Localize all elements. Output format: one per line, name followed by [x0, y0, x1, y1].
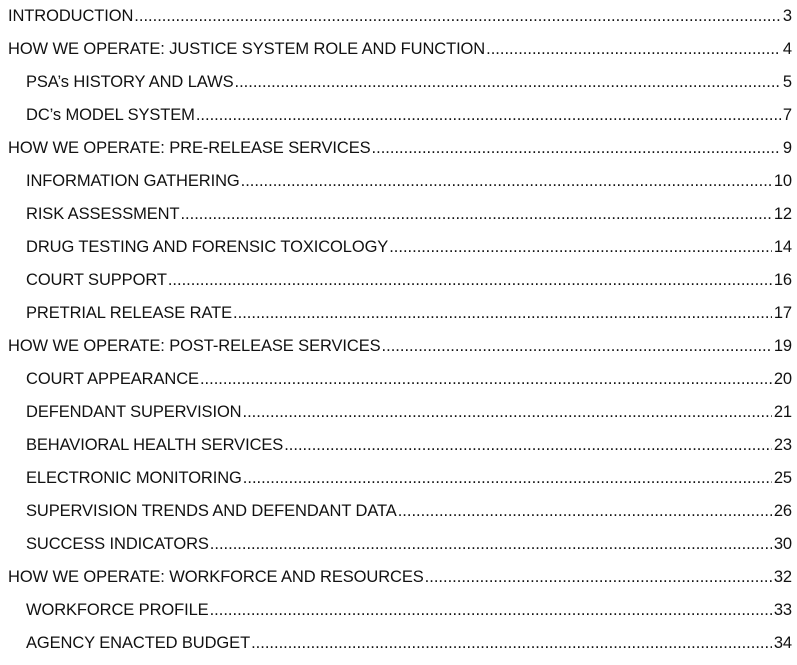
toc-entry-psa-history[interactable]	[26, 66, 792, 92]
dot-leader	[243, 468, 772, 488]
toc-entry-workforce-and-resources[interactable]	[8, 561, 792, 587]
toc-entry-page-number: 16	[773, 271, 792, 289]
toc-entry-title: COURT APPEARANCE	[26, 370, 199, 388]
toc-entry-court-appearance[interactable]	[26, 363, 792, 389]
toc-entry-page-number: 23	[773, 436, 792, 454]
dot-leader	[372, 138, 781, 158]
toc-entry-title: INTRODUCTION	[8, 7, 134, 25]
dot-leader	[180, 204, 771, 224]
toc-entry-supervision-trends[interactable]	[26, 495, 792, 521]
toc-entry-title: HOW WE OPERATE: POST-RELEASE SERVICES	[8, 337, 381, 355]
toc-entry-title: DEFENDANT SUPERVISION	[26, 403, 242, 421]
toc-entry-behavioral-health[interactable]	[26, 429, 792, 455]
toc-entry-title: RISK ASSESSMENT	[26, 205, 180, 223]
toc-entry-risk-assessment[interactable]	[26, 198, 792, 224]
toc-entry-page-number: 25	[773, 469, 792, 487]
dot-leader	[251, 633, 772, 653]
toc-entry-title: COURT SUPPORT	[26, 271, 167, 289]
toc-entry-title: WORKFORCE PROFILE	[26, 601, 209, 619]
toc-entry-title: PRETRIAL RELEASE RATE	[26, 304, 233, 322]
dot-leader	[389, 237, 772, 257]
toc-entry-page-number: 26	[773, 502, 792, 520]
toc-entry-title: SUPERVISION TRENDS AND DEFENDANT DATA	[26, 502, 397, 520]
toc-entry-page-number: 9	[782, 139, 792, 157]
toc-entry-page-number: 12	[773, 205, 792, 223]
toc-entry-title: SUCCESS INDICATORS	[26, 535, 209, 553]
toc-entry-workforce-profile[interactable]	[26, 594, 792, 620]
toc-entry-defendant-supervision[interactable]	[26, 396, 792, 422]
toc-entry-agency-enacted-budget[interactable]	[26, 627, 792, 653]
toc-entry-title: HOW WE OPERATE: PRE-RELEASE SERVICES	[8, 139, 371, 157]
toc-entry-page-number: 19	[773, 337, 792, 355]
toc-entry-page-number: 34	[773, 634, 792, 652]
toc-entry-page-number: 5	[782, 73, 792, 91]
toc-entry-page-number: 20	[773, 370, 792, 388]
toc-entry-page-number: 33	[773, 601, 792, 619]
toc-entry-electronic-monitoring[interactable]	[26, 462, 792, 488]
dot-leader	[284, 435, 772, 455]
toc-entry-page-number: 17	[773, 304, 792, 322]
toc-entry-page-number: 21	[773, 403, 792, 421]
toc-entry-page-number: 30	[773, 535, 792, 553]
toc-entry-title: PSA’s HISTORY AND LAWS	[26, 73, 234, 91]
toc-entry-title: HOW WE OPERATE: WORKFORCE AND RESOURCES	[8, 568, 424, 586]
dot-leader	[486, 39, 781, 59]
toc-entry-page-number: 14	[773, 238, 792, 256]
toc-entry-title: BEHAVIORAL HEALTH SERVICES	[26, 436, 284, 454]
toc-entry-pre-release-services[interactable]	[8, 132, 792, 158]
dot-leader	[134, 6, 781, 26]
dot-leader	[243, 402, 772, 422]
toc-entry-title: HOW WE OPERATE: JUSTICE SYSTEM ROLE AND FUNCTION	[8, 40, 486, 58]
dot-leader	[233, 303, 772, 323]
dot-leader	[241, 171, 772, 191]
toc-entry-title: DRUG TESTING AND FORENSIC TOXICOLOGY	[26, 238, 389, 256]
dot-leader	[210, 534, 772, 554]
dot-leader	[196, 105, 781, 125]
dot-leader	[234, 72, 780, 92]
toc-entry-page-number: 7	[782, 106, 792, 124]
dot-leader	[398, 501, 772, 521]
dot-leader	[168, 270, 772, 290]
toc-entry-post-release-services[interactable]	[8, 330, 792, 356]
dot-leader	[425, 567, 772, 587]
dot-leader	[210, 600, 772, 620]
toc-entry-success-indicators[interactable]	[26, 528, 792, 554]
toc-entry-pretrial-release-rate[interactable]	[26, 297, 792, 323]
toc-entry-court-support[interactable]	[26, 264, 792, 290]
toc-entry-title: DC’s MODEL SYSTEM	[26, 106, 195, 124]
toc-entry-page-number: 32	[773, 568, 792, 586]
toc-entry-drug-testing[interactable]	[26, 231, 792, 257]
dot-leader	[382, 336, 772, 356]
toc-entry-justice-system-role[interactable]	[8, 33, 792, 59]
toc-entry-information-gathering[interactable]	[26, 165, 792, 191]
toc-entry-title: ELECTRONIC MONITORING	[26, 469, 242, 487]
toc-entry-page-number: 10	[773, 172, 792, 190]
toc-entry-title: INFORMATION GATHERING	[26, 172, 240, 190]
toc-entry-dc-model-system[interactable]	[26, 99, 792, 125]
toc-entry-page-number: 3	[782, 7, 792, 25]
dot-leader	[200, 369, 772, 389]
toc-entry-introduction[interactable]	[8, 0, 792, 26]
toc-entry-page-number: 4	[782, 40, 792, 58]
toc-entry-title: AGENCY ENACTED BUDGET	[26, 634, 251, 652]
